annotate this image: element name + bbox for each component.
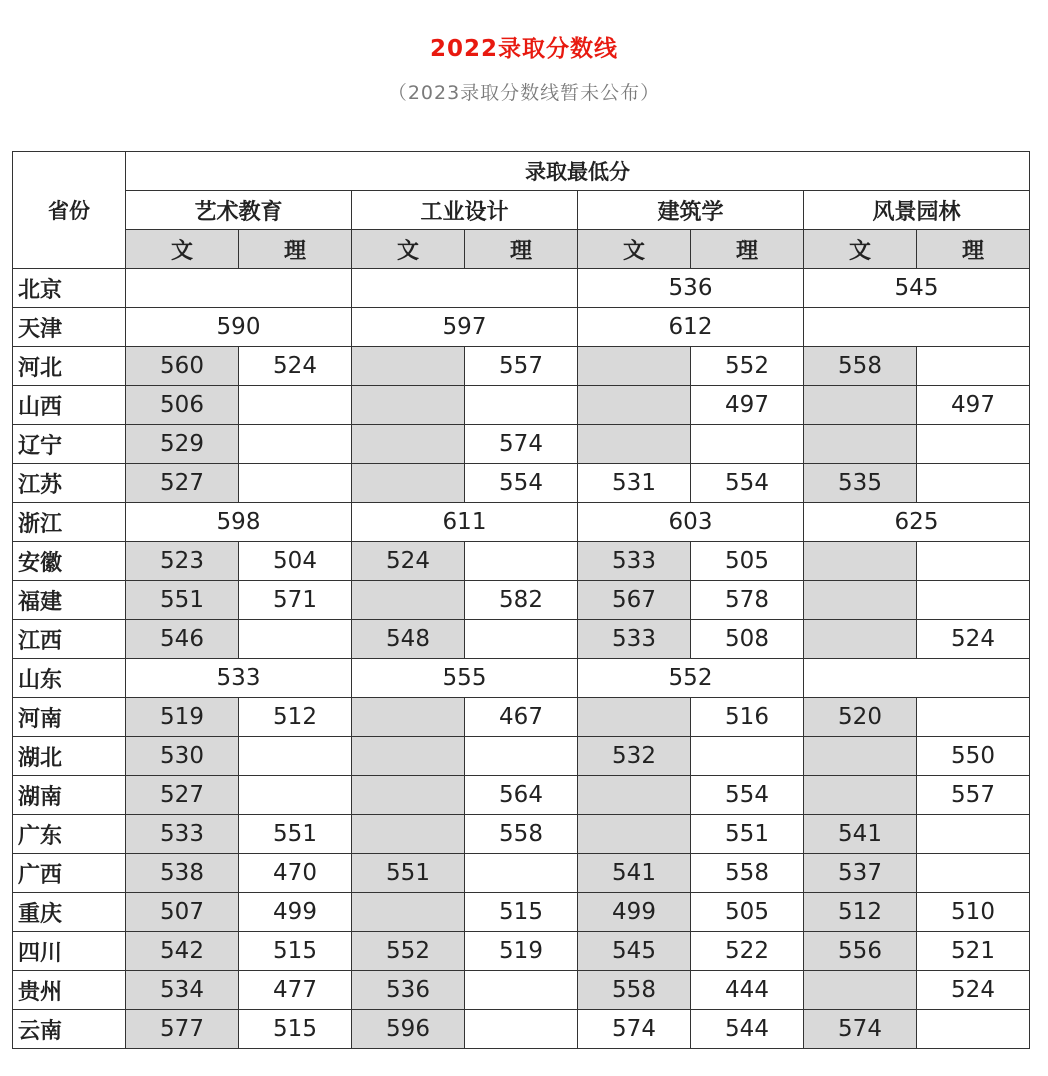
score-cell: 510	[917, 893, 1030, 932]
track-header-science: 理	[917, 230, 1030, 269]
score-cell: 612	[578, 308, 804, 347]
score-cell: 535	[804, 464, 917, 503]
score-cell	[691, 737, 804, 776]
score-cell: 541	[578, 854, 691, 893]
track-header-science: 理	[465, 230, 578, 269]
score-cell	[465, 386, 578, 425]
table-row	[13, 659, 1030, 698]
score-cell: 625	[804, 503, 1030, 542]
score-cell	[578, 386, 691, 425]
score-cell: 515	[239, 1010, 352, 1049]
score-cell	[804, 425, 917, 464]
score-cell	[465, 1010, 578, 1049]
score-cell: 520	[804, 698, 917, 737]
score-cell: 477	[239, 971, 352, 1010]
score-cell	[465, 737, 578, 776]
score-cell: 574	[465, 425, 578, 464]
table-row	[13, 308, 1030, 347]
score-cell	[352, 815, 465, 854]
score-cell: 554	[465, 464, 578, 503]
score-cell	[352, 698, 465, 737]
score-cell: 582	[465, 581, 578, 620]
province-column-header: 省份	[13, 152, 126, 269]
score-cell: 505	[691, 893, 804, 932]
score-cell: 551	[691, 815, 804, 854]
score-cell: 548	[352, 620, 465, 659]
score-cell: 574	[578, 1010, 691, 1049]
score-cell: 558	[578, 971, 691, 1010]
province-name: 山西	[13, 386, 126, 425]
table-row	[13, 464, 1030, 503]
score-cell: 523	[126, 542, 239, 581]
province-name: 河南	[13, 698, 126, 737]
score-cell: 574	[804, 1010, 917, 1049]
province-name: 四川	[13, 932, 126, 971]
score-cell	[917, 1010, 1030, 1049]
province-name: 广西	[13, 854, 126, 893]
score-cell: 560	[126, 347, 239, 386]
province-name: 广东	[13, 815, 126, 854]
score-cell	[691, 425, 804, 464]
score-cell	[239, 464, 352, 503]
score-cell: 558	[691, 854, 804, 893]
major-header-architecture: 建筑学	[578, 191, 804, 230]
province-name: 贵州	[13, 971, 126, 1010]
score-cell: 512	[804, 893, 917, 932]
table-row	[13, 737, 1030, 776]
score-cell	[578, 698, 691, 737]
score-cell: 542	[126, 932, 239, 971]
score-cell: 515	[239, 932, 352, 971]
major-header-industrial-design: 工业设计	[352, 191, 578, 230]
score-cell	[352, 581, 465, 620]
score-cell: 597	[352, 308, 578, 347]
table-row	[13, 1010, 1030, 1049]
score-cell: 499	[578, 893, 691, 932]
score-cell	[239, 425, 352, 464]
score-cell	[804, 971, 917, 1010]
score-cell: 505	[691, 542, 804, 581]
table-row	[13, 542, 1030, 581]
score-cell: 524	[917, 971, 1030, 1010]
score-cell: 522	[691, 932, 804, 971]
score-cell: 536	[578, 269, 804, 308]
score-cell: 545	[804, 269, 1030, 308]
score-cell	[352, 737, 465, 776]
score-cell: 506	[126, 386, 239, 425]
track-header-arts: 文	[352, 230, 465, 269]
score-cell: 551	[239, 815, 352, 854]
score-cell	[804, 659, 1030, 698]
province-name: 河北	[13, 347, 126, 386]
province-name: 江西	[13, 620, 126, 659]
score-cell: 499	[239, 893, 352, 932]
score-cell: 557	[917, 776, 1030, 815]
score-cell: 596	[352, 1010, 465, 1049]
score-cell	[917, 815, 1030, 854]
score-cell	[352, 893, 465, 932]
score-cell: 538	[126, 854, 239, 893]
table-row	[13, 698, 1030, 737]
score-cell: 527	[126, 464, 239, 503]
score-cell: 527	[126, 776, 239, 815]
score-cell: 554	[691, 464, 804, 503]
header-row-tracks	[13, 230, 1030, 269]
province-name: 江苏	[13, 464, 126, 503]
score-cell: 497	[691, 386, 804, 425]
province-name: 云南	[13, 1010, 126, 1049]
track-header-science: 理	[691, 230, 804, 269]
province-name: 安徽	[13, 542, 126, 581]
score-cell: 512	[239, 698, 352, 737]
score-cell: 550	[917, 737, 1030, 776]
score-cell	[352, 347, 465, 386]
score-cell: 611	[352, 503, 578, 542]
score-cell: 551	[126, 581, 239, 620]
major-header-landscape: 风景园林	[804, 191, 1030, 230]
score-cell: 577	[126, 1010, 239, 1049]
score-cell: 598	[126, 503, 352, 542]
table-row	[13, 347, 1030, 386]
page-subtitle: （2023录取分数线暂未公布）	[387, 82, 661, 104]
score-cell: 541	[804, 815, 917, 854]
score-cell: 545	[578, 932, 691, 971]
score-cell	[804, 581, 917, 620]
score-cell: 555	[352, 659, 578, 698]
score-cell	[465, 971, 578, 1010]
track-header-arts: 文	[578, 230, 691, 269]
admission-score-table	[12, 151, 1030, 1049]
score-cell: 524	[917, 620, 1030, 659]
score-cell: 552	[691, 347, 804, 386]
score-cell	[578, 776, 691, 815]
score-cell: 497	[917, 386, 1030, 425]
score-cell: 571	[239, 581, 352, 620]
province-name: 山东	[13, 659, 126, 698]
score-cell: 557	[465, 347, 578, 386]
table-row	[13, 893, 1030, 932]
score-cell: 533	[126, 659, 352, 698]
score-cell: 603	[578, 503, 804, 542]
score-cell	[239, 776, 352, 815]
score-cell: 552	[352, 932, 465, 971]
score-cell: 546	[126, 620, 239, 659]
score-cell	[352, 464, 465, 503]
score-cell: 524	[239, 347, 352, 386]
score-cell: 444	[691, 971, 804, 1010]
score-cell: 552	[578, 659, 804, 698]
score-cell	[804, 308, 1030, 347]
score-cell: 558	[804, 347, 917, 386]
score-cell	[239, 737, 352, 776]
header-row-majors	[13, 191, 1030, 230]
score-cell: 470	[239, 854, 352, 893]
table-row	[13, 425, 1030, 464]
score-cell	[804, 542, 917, 581]
track-header-arts: 文	[126, 230, 239, 269]
table-row	[13, 776, 1030, 815]
score-cell: 551	[352, 854, 465, 893]
score-cell	[804, 737, 917, 776]
table-row	[13, 854, 1030, 893]
score-cell	[917, 347, 1030, 386]
score-cell	[804, 776, 917, 815]
table-row	[13, 620, 1030, 659]
score-cell	[917, 854, 1030, 893]
score-cell: 544	[691, 1010, 804, 1049]
page-title: 2022录取分数线	[429, 36, 618, 62]
score-cell	[352, 269, 578, 308]
score-cell	[465, 854, 578, 893]
province-name: 湖南	[13, 776, 126, 815]
score-cell: 467	[465, 698, 578, 737]
score-cell	[239, 386, 352, 425]
score-cell	[917, 698, 1030, 737]
score-cell	[917, 542, 1030, 581]
score-cell: 529	[126, 425, 239, 464]
province-name: 重庆	[13, 893, 126, 932]
score-cell: 532	[578, 737, 691, 776]
min-score-group-header: 录取最低分	[126, 152, 1030, 191]
score-cell: 516	[691, 698, 804, 737]
score-cell	[465, 620, 578, 659]
score-cell: 519	[465, 932, 578, 971]
score-cell: 578	[691, 581, 804, 620]
score-cell: 533	[578, 542, 691, 581]
score-cell: 533	[578, 620, 691, 659]
track-header-science: 理	[239, 230, 352, 269]
score-cell	[804, 386, 917, 425]
score-cell: 515	[465, 893, 578, 932]
province-name: 天津	[13, 308, 126, 347]
score-cell: 537	[804, 854, 917, 893]
table-row	[13, 503, 1030, 542]
track-header-arts: 文	[804, 230, 917, 269]
province-name: 浙江	[13, 503, 126, 542]
score-cell: 590	[126, 308, 352, 347]
score-cell: 558	[465, 815, 578, 854]
score-cell	[352, 776, 465, 815]
score-cell: 556	[804, 932, 917, 971]
score-cell: 567	[578, 581, 691, 620]
header-row-group	[13, 152, 1030, 191]
score-cell	[578, 815, 691, 854]
province-name: 北京	[13, 269, 126, 308]
score-cell: 524	[352, 542, 465, 581]
score-cell	[239, 620, 352, 659]
score-cell	[917, 464, 1030, 503]
table-row	[13, 815, 1030, 854]
table-row	[13, 971, 1030, 1010]
province-name: 福建	[13, 581, 126, 620]
score-cell: 531	[578, 464, 691, 503]
province-name: 辽宁	[13, 425, 126, 464]
score-cell	[917, 425, 1030, 464]
score-cell: 530	[126, 737, 239, 776]
major-header-art-education: 艺术教育	[126, 191, 352, 230]
score-cell	[917, 581, 1030, 620]
province-name: 湖北	[13, 737, 126, 776]
score-cell	[126, 269, 352, 308]
score-cell: 554	[691, 776, 804, 815]
score-cell: 536	[352, 971, 465, 1010]
score-cell: 533	[126, 815, 239, 854]
score-cell: 504	[239, 542, 352, 581]
score-cell	[465, 542, 578, 581]
table-row	[13, 932, 1030, 971]
score-cell: 521	[917, 932, 1030, 971]
score-cell	[352, 425, 465, 464]
table-row	[13, 269, 1030, 308]
score-cell	[578, 347, 691, 386]
table-row	[13, 386, 1030, 425]
score-cell: 564	[465, 776, 578, 815]
table-row	[13, 581, 1030, 620]
score-cell	[352, 386, 465, 425]
score-cell: 508	[691, 620, 804, 659]
score-cell: 519	[126, 698, 239, 737]
score-cell	[804, 620, 917, 659]
score-cell	[578, 425, 691, 464]
score-cell: 534	[126, 971, 239, 1010]
score-cell: 507	[126, 893, 239, 932]
